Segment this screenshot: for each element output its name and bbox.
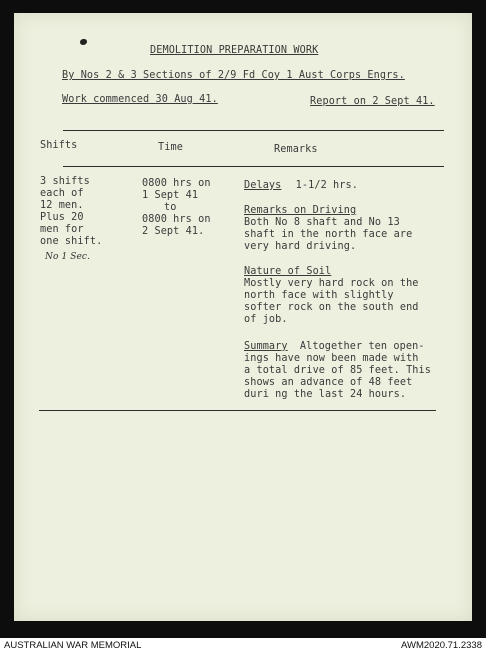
summary-label: Summary (244, 341, 288, 352)
shifts-line: each of (40, 188, 84, 199)
header-rule-bottom (63, 166, 444, 167)
driving-line: very hard driving. (244, 241, 357, 252)
soil-line: of job. (244, 314, 288, 325)
delays-value: 1-1/2 hrs. (295, 180, 358, 191)
shifts-line: 12 men. (40, 200, 84, 211)
soil-line: softer rock on the south end (244, 302, 419, 313)
soil-line: Mostly very hard rock on the (244, 278, 419, 289)
handwritten-note: No 1 Sec. (45, 252, 91, 262)
shifts-line: 3 shifts (40, 176, 90, 187)
bottom-rule (39, 410, 436, 411)
time-line: 0800 hrs on (142, 214, 211, 225)
driving-section (244, 205, 412, 253)
ink-mark (80, 39, 87, 45)
time-line: 2 Sept 41. (142, 226, 205, 237)
footer-reference: AWM2020.71.2338 (401, 640, 482, 651)
report-date: Report on 2 Sept 41. (310, 96, 435, 107)
delays-label: Delays (244, 180, 282, 191)
summary-line: shows an advance of 48 feet (244, 377, 413, 388)
footer-bar (0, 638, 486, 653)
unit-line: By Nos 2 & 3 Sections of 2/9 Fd Coy 1 Aust Corps Engrs. (62, 70, 405, 81)
shifts-column (40, 176, 102, 248)
header-rule-top (63, 130, 444, 131)
footer-institution: AUSTRALIAN WAR MEMORIAL (4, 640, 142, 651)
time-line: 0800 hrs on (142, 178, 211, 189)
summary-line: Altogether ten open- (299, 341, 425, 352)
driving-line: Both No 8 shaft and No 13 (244, 217, 400, 228)
soil-section (244, 266, 419, 326)
shifts-line: Plus 20 (40, 212, 84, 223)
header-shifts: Shifts (40, 140, 78, 151)
document-page (14, 13, 472, 621)
summary-line: duri ng the last 24 hours. (244, 389, 407, 400)
summary-section (244, 341, 431, 401)
work-commenced: Work commenced 30 Aug 41. (62, 94, 218, 105)
soil-heading: Nature of Soil (244, 266, 332, 277)
shifts-line: one shift. (40, 236, 103, 247)
time-line: 1 Sept 41 (142, 190, 199, 201)
header-time: Time (158, 142, 183, 153)
driving-line: shaft in the north face are (244, 229, 413, 240)
shifts-line: men for (40, 224, 84, 235)
soil-line: north face with slightly (244, 290, 394, 301)
header-remarks: Remarks (274, 144, 318, 155)
summary-line: a total drive of 85 feet. This (244, 365, 432, 376)
driving-heading: Remarks on Driving (244, 205, 357, 216)
time-column (142, 178, 211, 238)
document-title: DEMOLITION PREPARATION WORK (150, 45, 319, 56)
summary-line: ings have now been made with (244, 353, 419, 364)
time-line: to (164, 202, 177, 213)
delays-row (244, 180, 358, 191)
